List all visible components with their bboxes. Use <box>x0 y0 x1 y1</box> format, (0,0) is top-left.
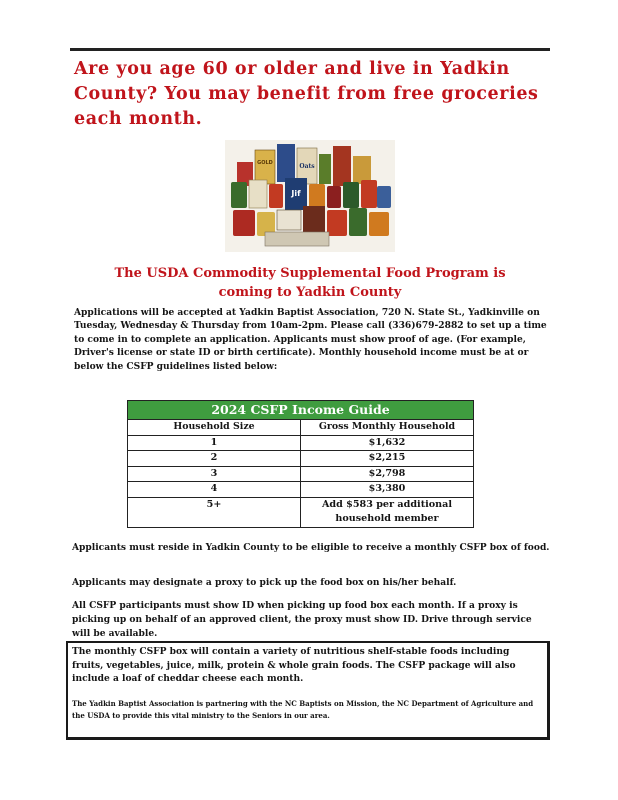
household-size-cell: 5+ <box>128 498 301 527</box>
table-row <box>128 451 473 467</box>
proxy-info: Applicants may designate a proxy to pick up the food box on his/her behalf. <box>72 577 457 588</box>
top-divider <box>70 48 550 51</box>
income-table-title: 2024 CSFP Income Guide <box>128 401 473 420</box>
photo-label-gold: GOLD <box>257 160 273 166</box>
table-row <box>128 498 473 527</box>
headline: Are you age 60 or older and live in Yadkin County? You may benefit from free groceries each month. <box>74 59 539 129</box>
application-info: Applications will be accepted at Yadkin Baptist Association, 720 N. State St., Yadkinville on Tuesday, Wednesday & Thursday from 10am-2pm. Please call (336)679-2882 to set up a time to come in to complete an application. Applicants must show proof of age. (For example, Driver's license or state ID or birth certificate). Monthly household income must be at or below the CSFP guidelines listed below: <box>74 307 547 372</box>
program-title-line-2: coming to Yadkin County <box>218 285 402 300</box>
household-size-cell: 3 <box>128 467 301 482</box>
income-limit-cell: $2,798 <box>368 467 406 479</box>
income-limit-cell: $2,215 <box>368 452 406 463</box>
table-header-row <box>128 420 473 436</box>
partnership-note: The Yadkin Baptist Association is partnering with the NC Baptists on Mission, the NC Department of Agriculture and the USDA to provide this vital ministry to the Seniors in our area. <box>72 699 534 720</box>
income-limit-cell: Add $583 per additional household member <box>321 498 453 524</box>
photo-label-jif: Jif <box>291 189 301 198</box>
household-size-cell: 1 <box>128 436 301 451</box>
photo-label-oats: Oats <box>299 163 315 170</box>
program-title <box>60 264 560 302</box>
household-size-cell: 4 <box>128 482 301 497</box>
table-row <box>128 467 473 483</box>
household-size-cell: 2 <box>128 451 301 466</box>
income-limit-cell: $3,380 <box>368 483 406 494</box>
box-contents-panel <box>66 641 550 740</box>
groceries-photo <box>225 140 395 252</box>
id-requirement: All CSFP participants must show ID when picking up food box each month. If a proxy is picking up on behalf of an approved client, the proxy must show ID. Drive through service will be available. <box>72 600 532 639</box>
income-guide-table <box>127 400 474 528</box>
program-title-line-1: The USDA Commodity Supplemental Food Program is <box>114 266 506 281</box>
header-gross-monthly: Gross Monthly Household <box>318 421 456 432</box>
table-row <box>128 436 473 452</box>
header-household-size: Household Size <box>128 420 301 435</box>
income-limit-cell: $1,632 <box>368 436 406 448</box>
residency-requirement: Applicants must reside in Yadkin County to be eligible to receive a monthly CSFP box of food. <box>72 542 550 553</box>
box-contents-text: The monthly CSFP box will contain a variety of nutritious shelf-stable foods including fruits, vegetables, juice, milk, protein & whole grain foods. The CSFP package will also include a loaf of cheddar cheese each month. <box>72 646 516 685</box>
table-row <box>128 482 473 498</box>
